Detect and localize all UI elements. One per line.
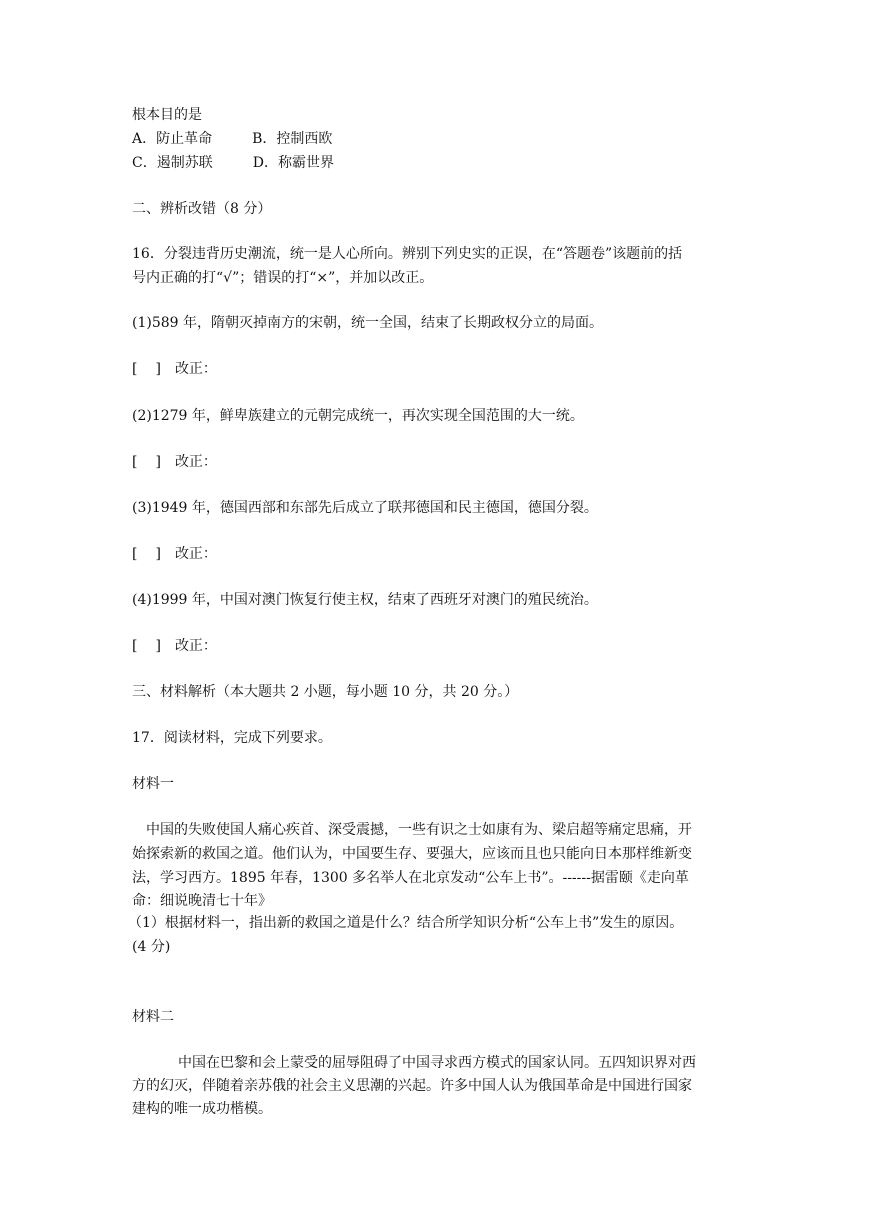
material-1-line-4: 命：细说晚清七十年》	[132, 893, 272, 909]
material-1-line-3: 法，学习西方。1895 年春，1300 多名举人在北京发动“公车上书”。------据雷颐《走向革	[132, 870, 689, 886]
q15-option-a: A．防止革命	[132, 131, 213, 147]
bracket-close: ]	[155, 546, 161, 562]
q15-options-row-2	[132, 152, 334, 174]
material-2-line-1: 中国在巴黎和会上蒙受的屈辱阻碍了中国寻求西方模式的国家认同。五四知识界对西	[178, 1055, 696, 1071]
q17-question-1-line-1: （1）根据材料一，指出新的救国之道是什么？结合所学知识分析“公车上书”发生的原因。	[128, 915, 684, 931]
q16-item-3: (3)1949 年，德国西部和东部先后成立了联邦德国和民主德国，德国分裂。	[132, 500, 598, 516]
q16-answer-row-3	[132, 543, 217, 565]
bracket-close: ]	[155, 454, 161, 470]
correction-label: 改正：	[174, 454, 217, 470]
q16-item-2: (2)1279 年，鲜卑族建立的元朝完成统一，再次实现全国范围的大一统。	[132, 408, 584, 424]
bracket-close: ]	[155, 361, 161, 377]
bracket-open: [	[132, 454, 138, 470]
material-2-line-3: 建构的唯一成功楷模。	[132, 1101, 272, 1117]
material-2-heading: 材料二	[132, 1009, 174, 1025]
bracket-open: [	[132, 638, 138, 654]
correction-label: 改正：	[174, 361, 217, 377]
material-1-line-1: 中国的失败使国人痛心疾首、深受震撼，一些有识之士如康有为、梁启超等痛定思痛，开	[146, 822, 692, 838]
q16-item-1: (1)589 年，隋朝灭掉南方的宋朝，统一全国，结束了长期政权分立的局面。	[132, 315, 604, 331]
material-2-line-2: 方的幻灭，伴随着亲苏俄的社会主义思潮的兴起。许多中国人认为俄国革命是中国进行国家	[132, 1078, 692, 1094]
q16-stem-line-1: 16．分裂违背历史潮流，统一是人心所向。辨别下列史实的正误，在“答题卷”该题前的括	[132, 246, 683, 262]
material-1-line-2: 始探索新的救国之道。他们认为，中国要生存、要强大，应该而且也只能向日本那样维新变	[132, 846, 692, 862]
q16-item-4: (4)1999 年，中国对澳门恢复行使主权，结束了西班牙对澳门的殖民统治。	[132, 592, 598, 608]
correction-label: 改正：	[174, 546, 217, 562]
section-2-title: 二、辨析改错（8 分）	[132, 201, 272, 217]
q16-answer-row-2	[132, 451, 217, 473]
q16-answer-row-1	[132, 358, 217, 380]
section-3-title: 三、材料解析（本大题共 2 小题，每小题 10 分，共 20 分。）	[132, 684, 519, 700]
material-1-heading: 材料一	[132, 776, 174, 792]
q16-stem-line-2: 号内正确的打“√”；错误的打“×”，并加以改正。	[132, 270, 434, 286]
q16-answer-row-4	[132, 635, 217, 657]
q15-option-c: C．遏制苏联	[132, 155, 213, 171]
bracket-close: ]	[155, 638, 161, 654]
q17-stem: 17．阅读材料，完成下列要求。	[132, 730, 332, 746]
q15-options-row-1	[132, 128, 332, 150]
correction-label: 改正：	[174, 638, 217, 654]
q17-question-1-line-2: (4 分)	[132, 939, 171, 955]
q15-option-d: D．称霸世界	[252, 155, 334, 171]
bracket-open: [	[132, 361, 138, 377]
q15-option-b: B．控制西欧	[252, 131, 333, 147]
q15-stem-tail: 根本目的是	[132, 107, 202, 123]
bracket-open: [	[132, 546, 138, 562]
